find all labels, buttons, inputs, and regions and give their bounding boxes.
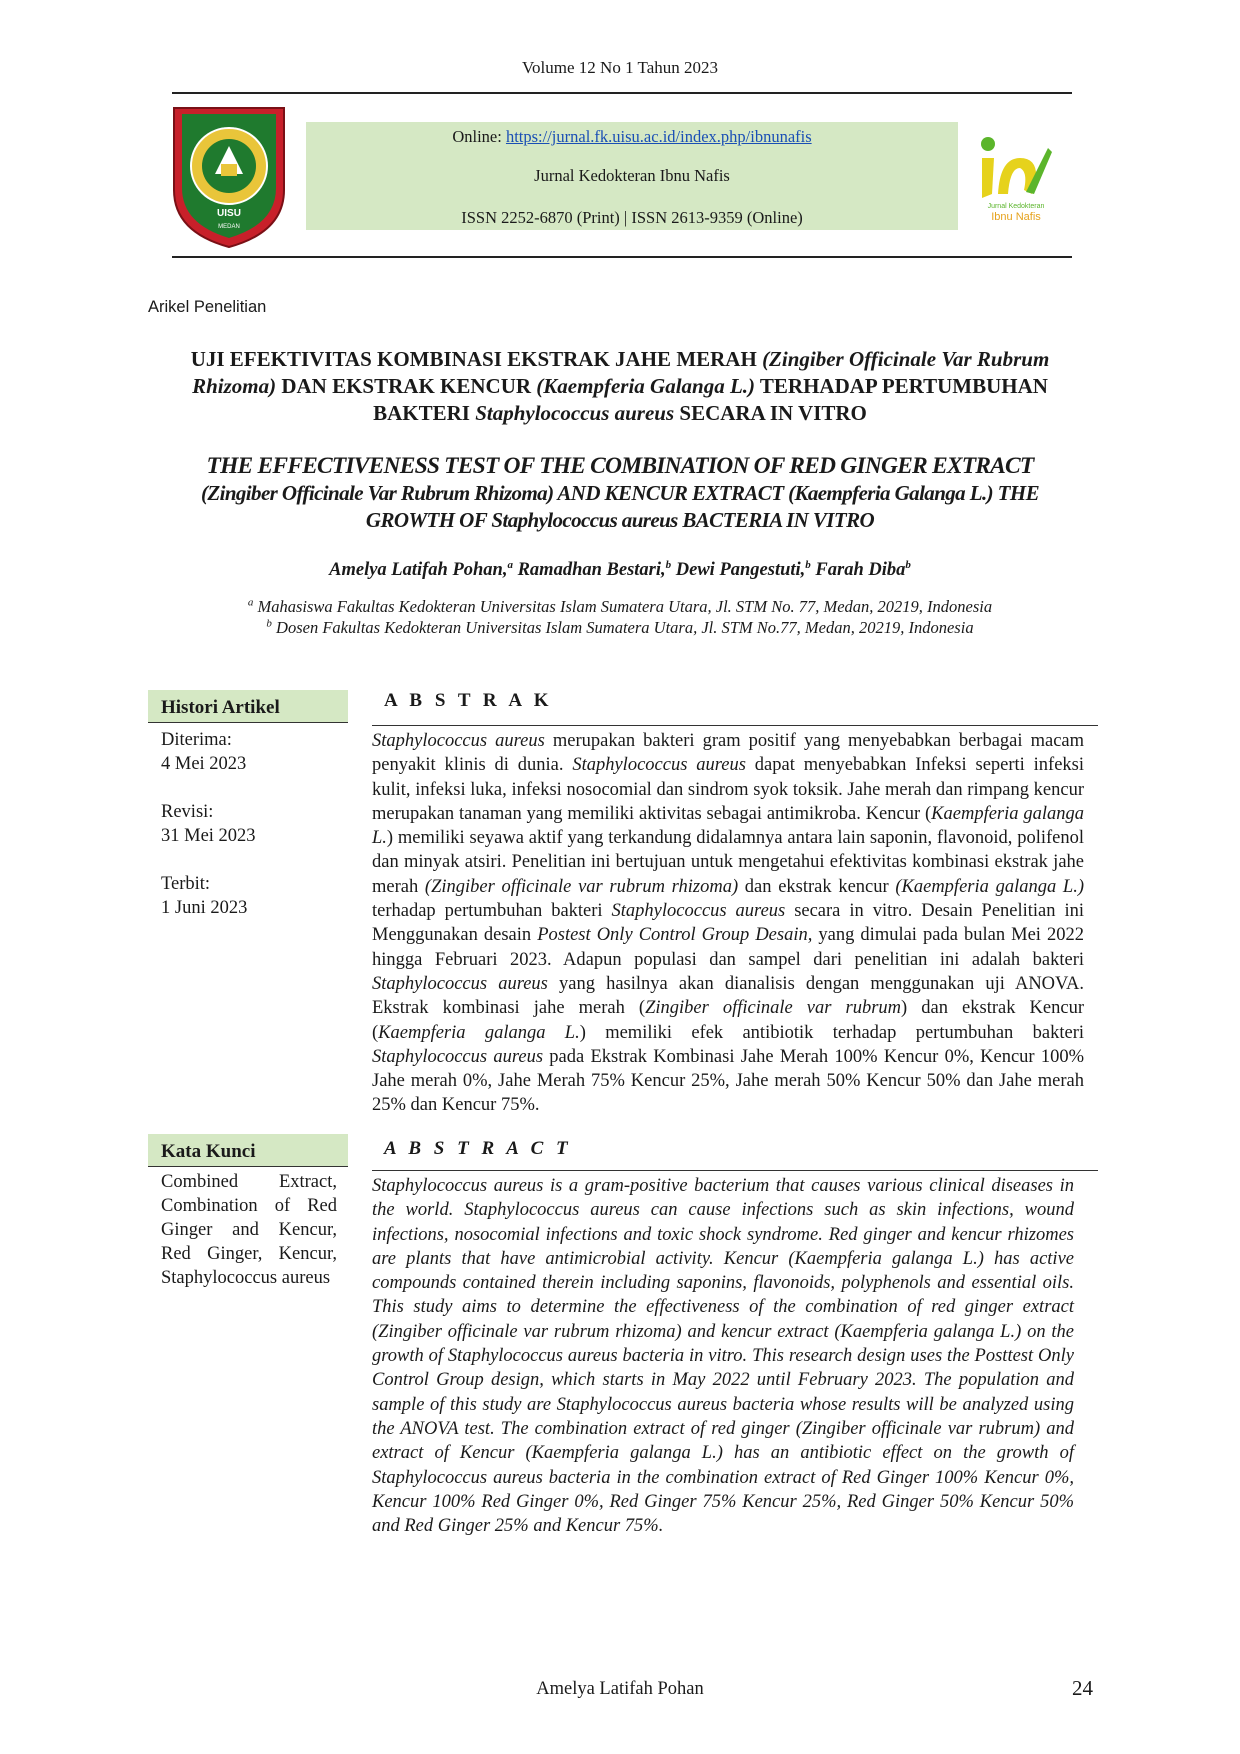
article-type: Arikel Penelitian xyxy=(148,298,267,316)
abstrak-seg: terhadap pertumbuhan bakteri xyxy=(372,901,612,922)
affil-text: Mahasiswa Fakultas Kedokteran Universitas Islam Sumatera Utara, Jl. STM No. 77, Medan, 20219, Indonesia xyxy=(253,597,993,616)
abstrak-seg: Staphylococcus aureus xyxy=(372,731,545,751)
affil-mark: a xyxy=(247,596,254,609)
abstrak-seg: ) memiliki seyawa aktif yang terkandung didalamnya antara lain saponin, flavonoid, polifenol dan minyak atsiri. Penelitian ini bertujuan untuk mengetahui efektivitas kombinasi ekstrak jahe merah xyxy=(372,828,1084,897)
title-id-part: TERHADAP PERTUMBUHAN BAKTERI xyxy=(373,374,1048,425)
abstrak-seg: dan ekstrak kencur xyxy=(738,876,896,897)
abstrak-seg: Zingiber officinale var rubrum xyxy=(645,998,902,1019)
history-body xyxy=(161,728,337,920)
footer-author: Amelya Latifah Pohan xyxy=(536,1679,704,1699)
author-affil-mark: b xyxy=(805,558,811,571)
journal-name: Jurnal Kedokteran Ibnu Nafis xyxy=(534,166,730,185)
affil-mark: b xyxy=(266,617,272,630)
keywords-body: Combined Extract, Combination of Red Ginger and Kencur, Red Ginger, Kencur, Staphylococcus aureus xyxy=(161,1172,337,1288)
title-id-part: Staphylococcus aureus xyxy=(475,401,675,425)
author-name: Ramadhan Bestari, xyxy=(512,560,666,580)
university-crest-logo xyxy=(170,104,288,250)
header-bottom-rule xyxy=(172,256,1072,258)
revised-date: 31 Mei 2023 xyxy=(161,826,256,846)
crest-subtext: MEDAN xyxy=(218,224,240,230)
abstract-heading: A B S T R A C T xyxy=(384,1138,572,1159)
abstrak-seg: Kaempferia galanga L. xyxy=(378,1022,580,1043)
issn-line: ISSN 2252-6870 (Print) | ISSN 2613-9359 (Online) xyxy=(461,208,803,227)
title-en-line-3: GROWTH OF Staphylococcus aureus BACTERIA IN VITRO xyxy=(365,508,875,532)
crest-text: UISU xyxy=(217,208,241,219)
title-indonesian xyxy=(150,346,1090,427)
title-id-part: (Kaempferia Galanga L.) xyxy=(536,374,756,398)
abstrak-seg: yang hasilnya akan dianalisis dengan menggunakan uji ANOVA. Ekstrak kombinasi jahe merah ( xyxy=(372,973,1084,1019)
abstrak-rule xyxy=(372,725,1098,726)
abstrak-seg: (Zingiber officinale var rubrum rhizoma) xyxy=(424,876,739,897)
title-en-line-2: (Zingiber Officinale Var Rubrum Rhizoma) AND KENCUR EXTRACT (Kaempferia Galanga L.) THE xyxy=(200,481,1040,505)
author-affil-mark: b xyxy=(665,558,672,571)
published-label: Terbit: xyxy=(161,874,211,894)
abstract-body: Staphylococcus aureus is a gram-positive bacterium that causes various clinical diseases in the world. Staphylococcus aureus can cause infections such as skin infections, wound infections, nosocomial infections and toxic shock syndrome. Red ginger and kencur rhizomes are plants that have antimicrobial activity. Kencur (Kaempferia galanga L.) has active compounds contained therein including saponins, flavonoids, polyphenols and essential oils. This study aims to determine the effectiveness of the combination of red ginger extract (Zingiber officinale var rubrum rhizoma) and kencur extract (Kaempferia galanga L.) on the growth of Staphylococcus aureus bacteria in vitro. This research design uses the Posttest Only Control Group design, which starts in May 2022 until February 2023. The population and sample of this study are Staphylococcus aureus bacteria whose results will be analyzed using the ANOVA test. The combination extract of red ginger (Zingiber officinale var rubrum) and extract of Kencur (Kaempferia galanga L.) has an antibiotic effect on the growth of Staphylococcus aureus bacteria in the combination extract of Red Ginger 100% Kencur 0%, Kencur 100% Red Ginger 0%, Red Ginger 75% Kencur 25%, Red Ginger 50% Kencur 50% and Red Ginger 25% and Kencur 75%. xyxy=(372,1176,1074,1537)
page-number: 24 xyxy=(1072,1676,1093,1700)
received-date: 4 Mei 2023 xyxy=(161,754,247,774)
logo-text-1: Jurnal Kedokteran xyxy=(987,203,1045,210)
ibnu-nafis-logo xyxy=(976,128,1056,224)
affiliation-b xyxy=(0,617,1240,638)
author-name: Dewi Pangestuti, xyxy=(671,560,806,580)
affiliations xyxy=(0,596,1240,638)
title-id-part: DAN EKSTRAK KENCUR xyxy=(276,374,537,398)
abstrak-seg: dapat menyebabkan Infeksi seperti infeksi kulit, infeksi luka, infeksi nosocomial dan sindrom syok toksik. Jahe merah dan rimpang kencur merupakan tanaman yang memiliki aktivitas sebagai antimikroba. Kencur ( xyxy=(372,755,1085,824)
keywords-heading: Kata Kunci xyxy=(148,1134,348,1167)
abstrak-body xyxy=(372,729,1084,1118)
abstrak-seg: Staphylococcus aureus xyxy=(372,1046,544,1067)
author-affil-mark: b xyxy=(905,558,911,571)
title-id-part: SECARA IN VITRO xyxy=(674,401,867,425)
abstract-rule xyxy=(372,1170,1098,1171)
abstrak-seg: Kaempferia galanga L. xyxy=(372,803,1084,849)
title-id-part: (Zingiber Officinale Var Rubrum Rhizoma) xyxy=(192,347,1050,398)
online-line xyxy=(306,127,958,147)
abstrak-seg: Postest Only Control Group Desain, xyxy=(537,925,813,946)
online-label: Online: xyxy=(452,127,506,146)
abstrak-seg: ) dan ekstrak Kencur ( xyxy=(372,998,1084,1043)
abstrak-heading: A B S T R A K xyxy=(384,690,553,711)
revised-label: Revisi: xyxy=(161,802,214,822)
author-name: Farah Diba xyxy=(810,560,906,580)
abstrak-seg: (Kaempferia galanga L.) xyxy=(895,876,1084,897)
abstrak-seg: Staphylococcus aureus xyxy=(372,973,548,994)
header-top-rule xyxy=(172,92,1072,94)
journal-url-link[interactable]: https://jurnal.fk.uisu.ac.id/index.php/ibnunafis xyxy=(505,127,812,146)
abstrak-seg: pada Ekstrak Kombinasi Jahe Merah 100% Kencur 0%, Kencur 100% Jahe merah 0%, Jahe Merah 75% Kencur 25%, Jahe merah 50% Kencur 50% dan Jahe merah 25% dan Kencur 75%. xyxy=(372,1046,1085,1116)
title-english xyxy=(150,453,1090,534)
abstrak-seg: Staphylococcus aureus xyxy=(572,755,746,776)
abstrak-seg: Staphylococcus aureus xyxy=(611,901,786,922)
author-affil-mark: a xyxy=(507,558,513,571)
abstrak-seg: yang dimulai pada bulan Mei 2022 hingga Februari 2023. Adapun populasi dan sampel dari penelitian ini adalah bakteri xyxy=(372,925,1084,970)
abstrak-seg: secara in vitro. Desain Penelitian ini Menggunakan desain xyxy=(372,901,1084,946)
logo-text-2: Ibnu Nafis xyxy=(991,211,1041,223)
received-label: Diterima: xyxy=(161,730,232,750)
title-id-part: UJI EFEKTIVITAS KOMBINASI EKSTRAK JAHE MERAH xyxy=(190,347,763,371)
abstrak-seg: merupakan bakteri gram positif yang menyebabkan berbagai macam penyakit klinis di dunia. xyxy=(372,731,1085,776)
volume-issue: Volume 12 No 1 Tahun 2023 xyxy=(521,58,719,77)
author-list xyxy=(0,560,1240,581)
history-heading: Histori Artikel xyxy=(148,690,348,723)
published-date: 1 Juni 2023 xyxy=(161,898,248,918)
abstrak-seg: ) memiliki efek antibiotik terhadap pertumbuhan bakteri xyxy=(579,1022,1084,1043)
affil-text: Dosen Fakultas Kedokteran Universitas Islam Sumatera Utara, Jl. STM No.77, Medan, 20219, Indonesia xyxy=(271,618,974,637)
title-en-line-1: THE EFFECTIVENESS TEST OF THE COMBINATION OF RED GINGER EXTRACT xyxy=(206,453,1034,479)
author-name: Amelya Latifah Pohan, xyxy=(329,560,508,580)
journal-info-box xyxy=(306,122,958,230)
affiliation-a xyxy=(0,596,1240,617)
